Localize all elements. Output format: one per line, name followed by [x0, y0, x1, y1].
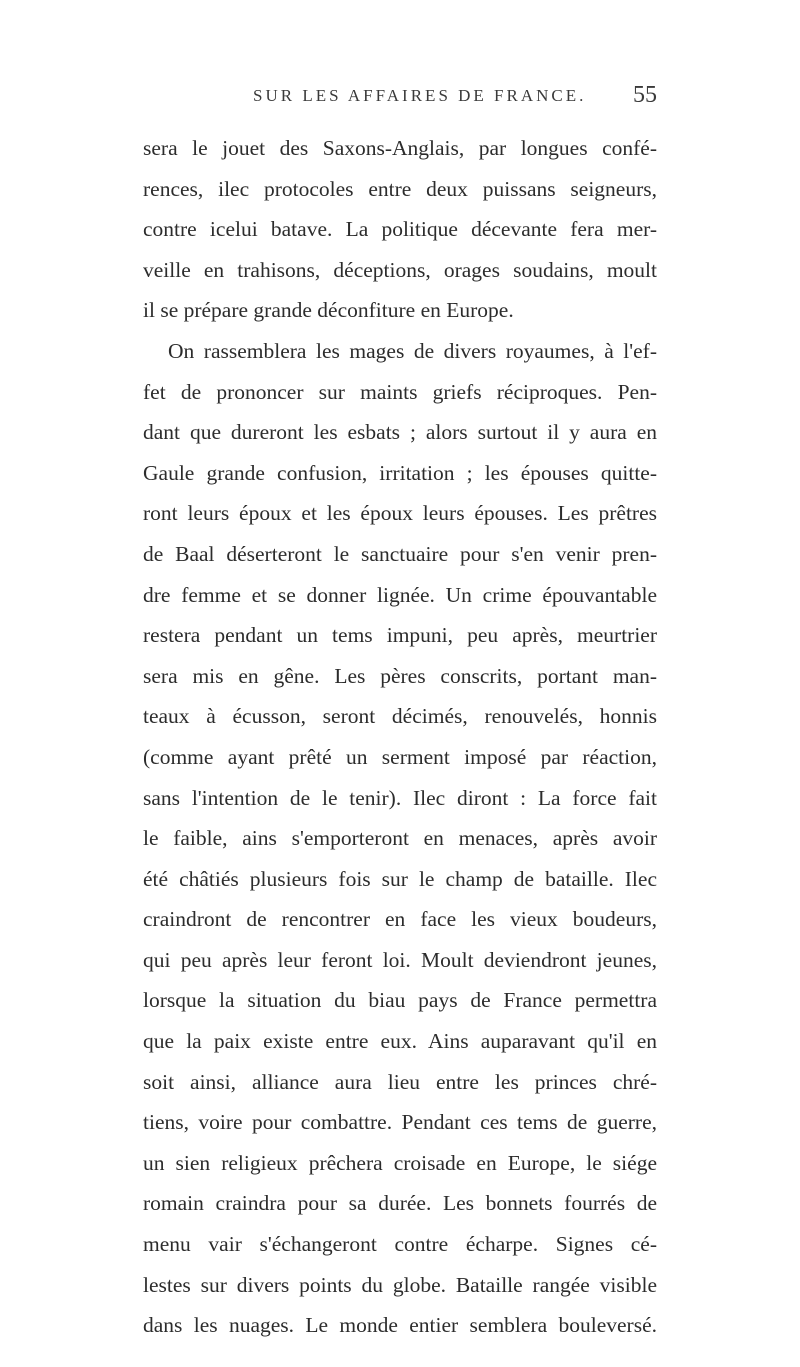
text-line: menu vair s'échangeront contre écharpe. Signes cé- — [143, 1232, 657, 1257]
text-line: sera le jouet des Saxons-Anglais, par longues confé- — [143, 136, 657, 160]
page-number: 55 — [633, 82, 657, 108]
text-line: lorsque la situation du biau pays de France permettra — [143, 988, 657, 1013]
text-line: sera mis en gêne. Les pères conscrits, portant man- — [143, 663, 657, 688]
text-line: ront leurs époux et les époux leurs épouses. Les prêtres — [143, 501, 657, 526]
text-line: qui peu après leur feront loi. Moult deviendront jeunes, — [143, 947, 657, 972]
text-line: tiens, voire pour combattre. Pendant ces tems de guerre, — [143, 1110, 657, 1135]
text-line: un sien religieux prêchera croisade en Europe, le siége — [143, 1150, 657, 1175]
text-line: dant que dureront les esbats ; alors surtout il y aura en — [143, 420, 657, 445]
text-line: (comme ayant prêté un serment imposé par réaction, — [143, 744, 657, 769]
running-head — [0, 82, 800, 116]
text-line: teaux à écusson, seront décimés, renouvelés, honnis — [143, 704, 657, 729]
text-line: romain craindra pour sa durée. Les bonnets fourrés de — [143, 1191, 657, 1216]
body-text — [143, 128, 657, 1346]
text-line: Gaule grande confusion, irritation ; les épouses quitte- — [143, 460, 657, 485]
text-line: contre icelui batave. La politique décevante fera mer- — [143, 217, 657, 242]
text-line: lestes sur divers points du globe. Bataille rangée visible — [143, 1272, 657, 1297]
text-line: le faible, ains s'emporteront en menaces, après avoir — [143, 826, 657, 851]
text-line: craindront de rencontrer en face les vieux boudeurs, — [143, 907, 657, 932]
text-line: que la paix existe entre eux. Ains auparavant qu'il en — [143, 1029, 657, 1054]
text-line: sans l'intention de le tenir). Ilec diront : La force fait — [143, 785, 657, 810]
text-line: de Baal déserteront le sanctuaire pour s'en venir pren- — [143, 541, 657, 566]
running-title: SUR LES AFFAIRES DE FRANCE. — [253, 86, 587, 105]
text-line: soit ainsi, alliance aura lieu entre les princes chré- — [143, 1069, 657, 1094]
text-line: dans les nuages. Le monde entier semblera bouleversé. — [143, 1313, 657, 1338]
paragraph-start-line: On rassemblera les mages de divers royaumes, à l'ef- — [168, 338, 657, 363]
text-line: été châtiés plusieurs fois sur le champ de bataille. Ilec — [143, 866, 657, 891]
text-line: fet de prononcer sur maints griefs réciproques. Pen- — [143, 379, 657, 404]
text-line: dre femme et se donner lignée. Un crime épouvantable — [143, 582, 657, 607]
paragraph-end-line: il se prépare grande déconfiture en Europe. — [143, 298, 514, 323]
text-line: veille en trahisons, déceptions, orages soudains, moult — [143, 257, 657, 282]
text-line: rences, ilec protocoles entre deux puissans seigneurs, — [143, 176, 657, 201]
text-line: restera pendant un tems impuni, peu après, meurtrier — [143, 623, 657, 648]
